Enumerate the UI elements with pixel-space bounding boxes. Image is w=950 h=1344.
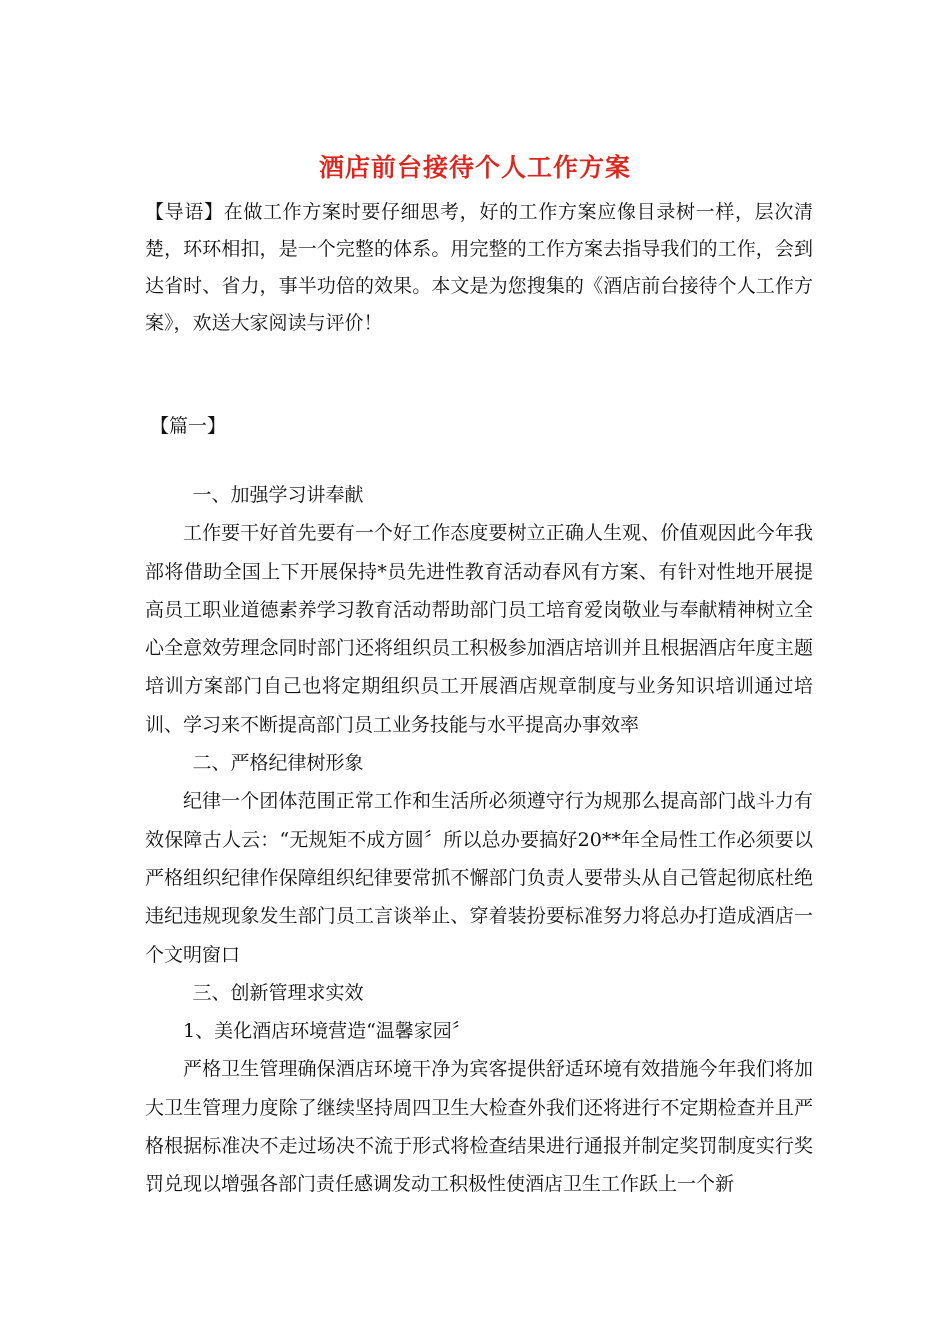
subsection-heading-1: 1、美化酒店环境营造“温馨家园〞 bbox=[183, 1020, 471, 1043]
intro-paragraph: 【导语】在做工作方案时要仔细思考，好的工作方案应像目录树一样，层次清楚，环环相扣，是一个完整的体系。用完整的工作方案去指导我们的工作，会到达省时、省力，事半功倍的效果。本文是为您搜集的《酒店前台接待个人工作方案》，欢送大家阅读与评价！ bbox=[145, 201, 813, 334]
section-heading-1: 一、加强学习讲奉献 bbox=[192, 484, 364, 506]
section-heading-3: 三、创新管理求实效 bbox=[192, 981, 364, 1004]
part-label: 【篇一】 bbox=[150, 415, 227, 437]
body-paragraph-2: 纪律一个团体范围正常工作和生活所必须遵守行为规那么提高部门战斗力有效保障古人云：“无规矩不成方圆〞所以总办要搞好20**年全局性工作必须要以严格组织纪律作保障组织纪律要常抓不懈部门负责人要带头从自己管起彻底杜绝违纪违规现象发生部门员工言谈举止、穿着装扮要标准努力将总办打造成酒店一个文明窗口 bbox=[145, 790, 813, 966]
section-heading-2: 二、严格纪律树形象 bbox=[192, 752, 364, 775]
body-text bbox=[145, 476, 813, 1204]
body-paragraph-1: 工作要干好首先要有一个好工作态度要树立正确人生观、价值观因此今年我部将借助全国上下开展保持*员先进性教育活动春风有方案、有针对性地开展提高员工职业道德素养学习教育活动帮助部门员工培育爱岗敬业与奉献精神树立全心全意效劳理念同时部门还将组织员工积极参加酒店培训并且根据酒店年度主题培训方案部门自己也将定期组织员工开展酒店规章制度与业务知识培训通过培训、学习来不断提高部门员工业务技能与水平提高办事效率 bbox=[145, 522, 813, 736]
body-paragraph-3: 严格卫生管理确保酒店环境干净为宾客提供舒适环境有效措施今年我们将加大卫生管理力度除了继续坚持周四卫生大检查外我们还将进行不定期检查并且严格根据标准决不走过场决不流于形式将检查结果进行通报并制定奖罚制度实行奖罚兑现以增强各部门责任感调发动工积极性使酒店卫生工作跃上一个新 bbox=[145, 1058, 813, 1196]
document-title: 酒店前台接待个人工作方案 bbox=[318, 153, 631, 182]
